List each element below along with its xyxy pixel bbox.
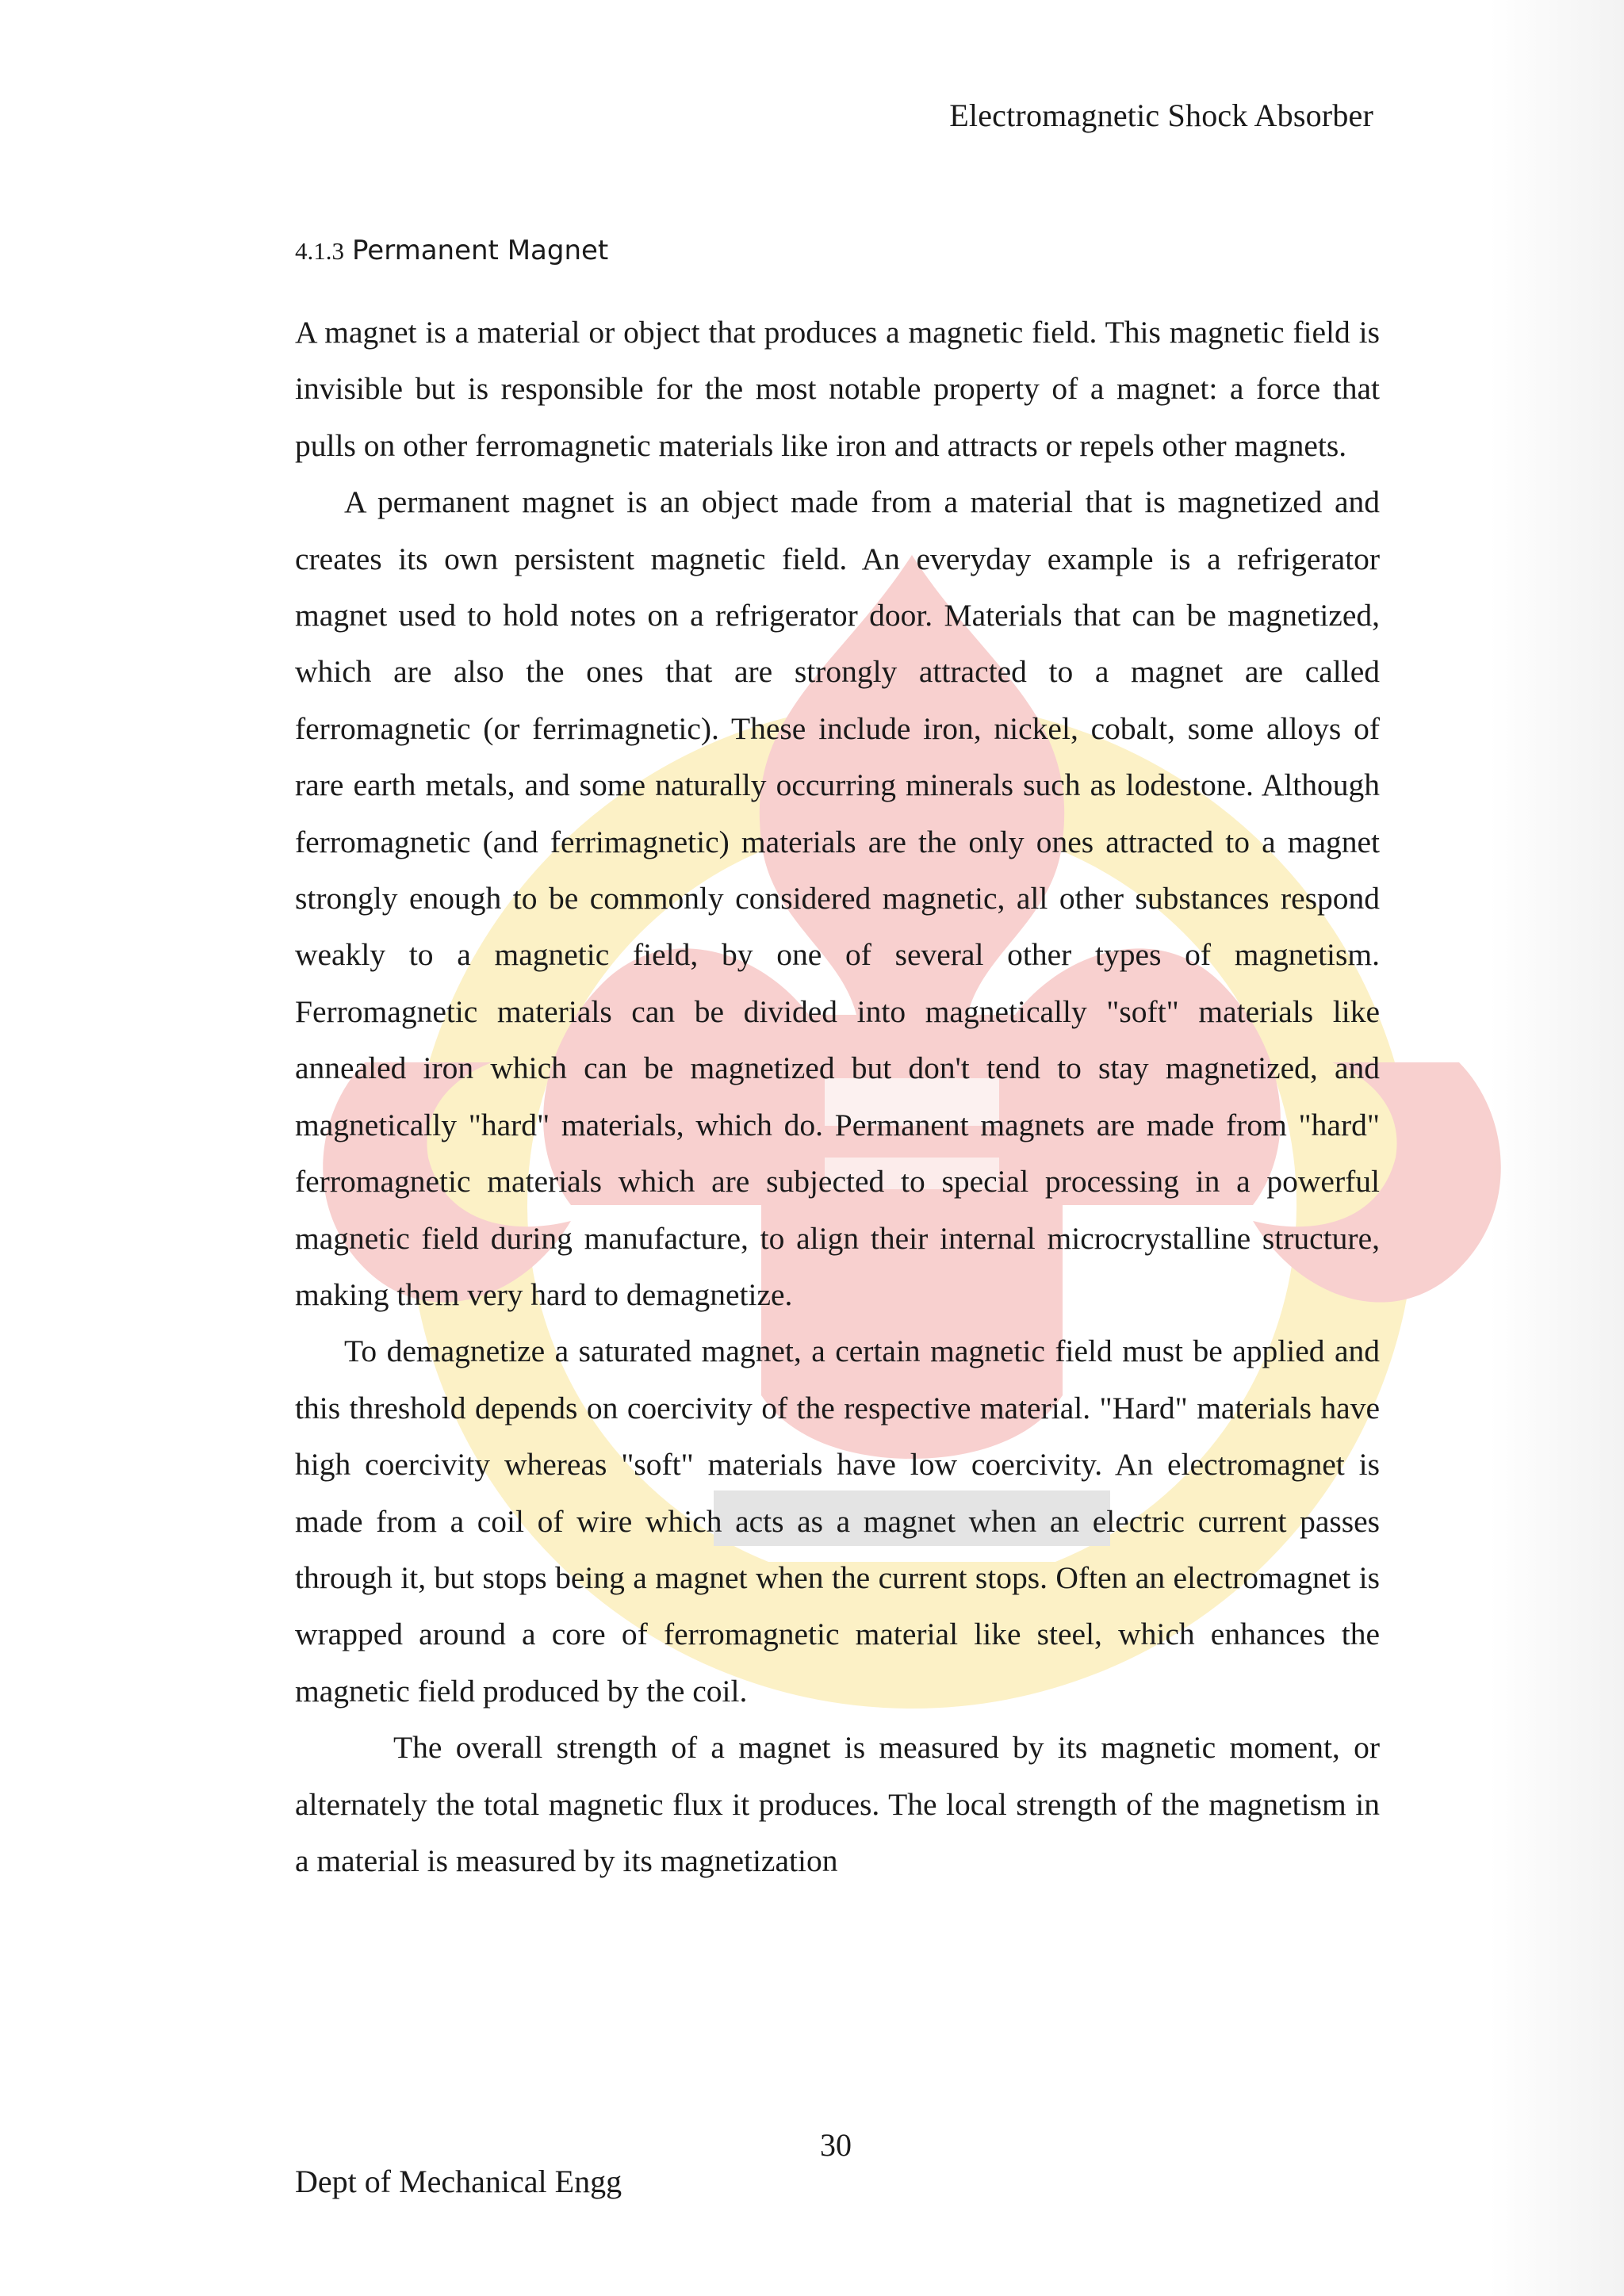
section-heading bbox=[295, 235, 608, 266]
paragraph-4: The overall strength of a magnet is measured by its magnetic moment, or alternately the total magnetic flux it produces. The local strength of the magnetism in a material is measured by its magnetization bbox=[295, 1730, 1380, 1878]
section-number: 4.1.3 bbox=[295, 237, 344, 265]
scan-shading bbox=[1489, 0, 1624, 2296]
section-title: Permanent Magnet bbox=[352, 235, 609, 266]
paragraph-3: To demagnetize a saturated magnet, a certain magnetic field must be applied and this threshold depends on coercivity of the respective material. "Hard" materials have high coercivity whereas "soft" materials have low coercivity. An electromagnet is made from a coil of wire which acts as a magnet when an electric current passes through it, but stops being a magnet when the current stops. Often an electromagnet is wrapped around a core of ferromagnetic material like steel, which enhances the magnetic field produced by the coil. bbox=[295, 1334, 1380, 1709]
body-text bbox=[295, 304, 1380, 1889]
paragraph-2: A permanent magnet is an object made from a material that is magnetized and creates its own persistent magnetic field. An everyday example is a refrigerator magnet used to hold notes on a refrigerator door. Materials that can be magnetized, which are also the ones that are strongly attracted to a magnet are called ferromagnetic (or ferrimagnetic). These include iron, nickel, cobalt, some alloys of rare earth metals, and some naturally occurring minerals such as lodestone. Although ferromagnetic (and ferrimagnetic) materials are the only ones attracted to a magnet strongly enough to be commonly considered magnetic, all other substances respond weakly to a magnetic field, by one of several other types of magnetism. Ferromagnetic materials can be divided into magnetically "soft" materials like annealed iron which can be magnetized but don't tend to stay magnetized, and magnetically "hard" materials, which do. Permanent magnets are made from "hard" ferromagnetic materials which are subjected to special processing in a powerful magnetic field during manufacture, to align their internal microcrystalline structure, making them very hard to demagnetize. bbox=[295, 484, 1380, 1312]
footer-department: Dept of Mechanical Engg bbox=[295, 2164, 622, 2199]
running-header: Electromagnetic Shock Absorber bbox=[949, 98, 1373, 133]
paragraph-1: A magnet is a material or object that produces a magnetic field. This magnetic field is invisible but is responsible for the most notable property of a magnet: a force that pulls on other ferromagnetic materials like iron and attracts or repels other magnets. bbox=[295, 315, 1380, 463]
page-number: 30 bbox=[820, 2127, 852, 2163]
